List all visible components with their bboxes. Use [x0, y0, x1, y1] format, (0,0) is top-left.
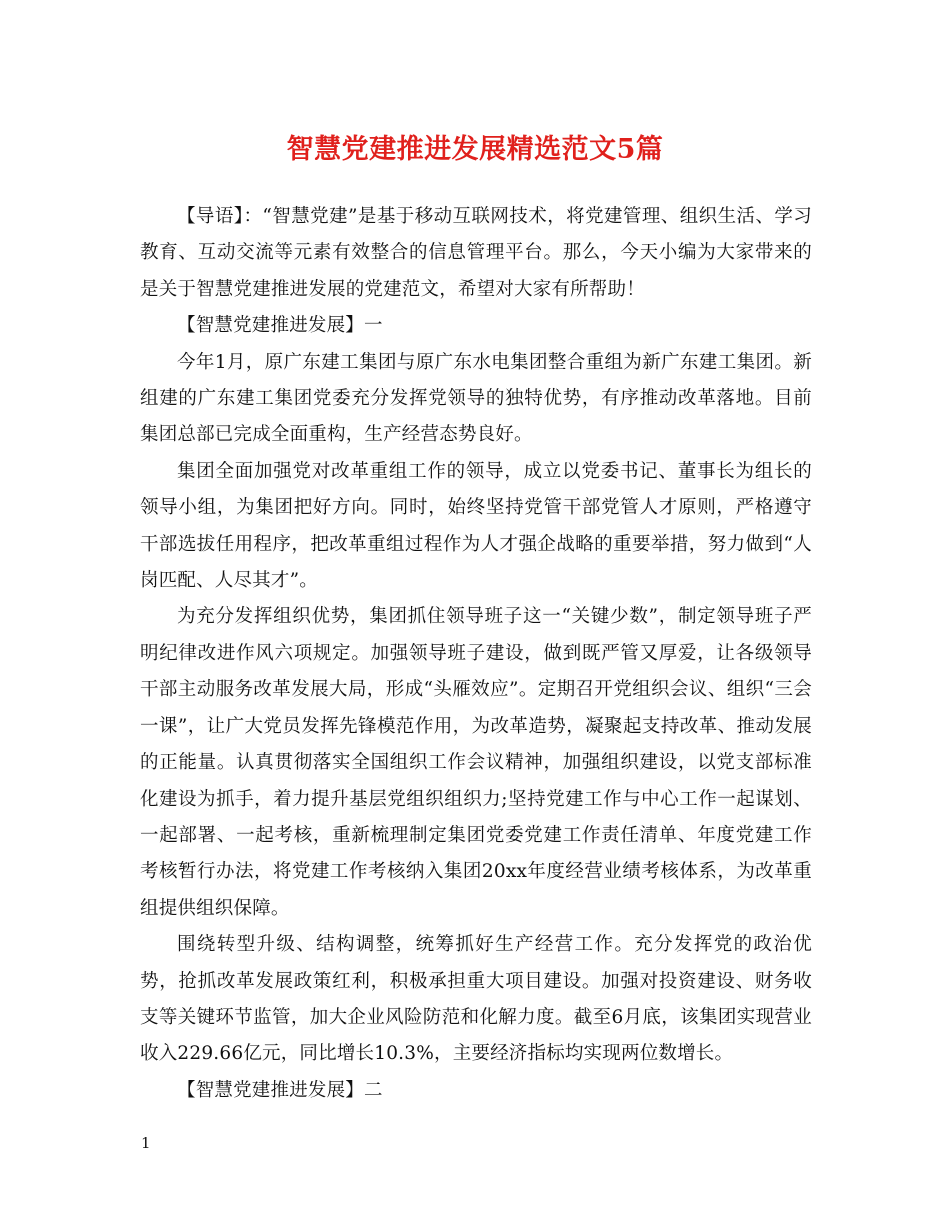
body-paragraph: 集团全面加强党对改革重组工作的领导，成立以党委书记、董事长为组长的领导小组，为集团把好方向。同时，始终坚持党管干部党管人才原则，严格遵守干部选拔任用程序，把改革重组过程作为人才强企战略的重要举措，努力做到“人岗匹配、人尽其才”。 — [140, 460, 812, 592]
document-body — [140, 199, 812, 1109]
intro-paragraph: 【导语】：“智慧党建”是基于移动互联网技术，将党建管理、组织生活、学习教育、互动交流等元素有效整合的信息管理平台。那么，今天小编为大家带来的是关于智慧党建推进发展的党建范文，希望对大家有所帮助！ — [140, 206, 812, 300]
page-number: 1 — [141, 1134, 151, 1152]
document-title: 智慧党建推进发展精选范文5篇 — [286, 134, 664, 165]
body-paragraph: 今年1月，原广东建工集团与原广东水电集团整合重组为新广东建工集团。新组建的广东建工集团党委充分发挥党领导的独特优势，有序推动改革落地。目前集团总部已完成全面重构，生产经营态势良好。 — [140, 351, 812, 446]
section-heading-2: 【智慧党建推进发展】二 — [177, 1079, 383, 1101]
body-paragraph: 围绕转型升级、结构调整，统筹抓好生产经营工作。充分发挥党的政治优势，抢抓改革发展政策红利，积极承担重大项目建设。加强对投资建设、财务收支等关键环节监管，加大企业风险防范和化解力度。截至6月底，该集团实现营业收入229.66亿元，同比增长10.3%，主要经济指标均实现两位数增长。 — [140, 934, 812, 1065]
body-paragraph: 为充分发挥组织优势，集团抓住领导班子这一“关键少数”，制定领导班子严明纪律改进作风六项规定。加强领导班子建设，做到既严管又厚爱，让各级领导干部主动服务改革发展大局，形成“头雁效应”。定期召开党组织会议、组织“三会一课”，让广大党员发挥先锋模范作用，为改革造势，凝聚起支持改革、推动发展的正能量。认真贯彻落实全国组织工作会议精神，加强组织建设，以党支部标准化建设为抓手，着力提升基层党组织组织力;坚持党建工作与中心工作一起谋划、一起部署、一起考核，重新梳理制定集团党委党建工作责任清单、年度党建工作考核暂行办法，将党建工作考核纳入集团20xx年度经营业绩考核体系，为改革重组提供组织保障。 — [140, 606, 812, 919]
section-heading-1: 【智慧党建推进发展】一 — [177, 315, 383, 337]
